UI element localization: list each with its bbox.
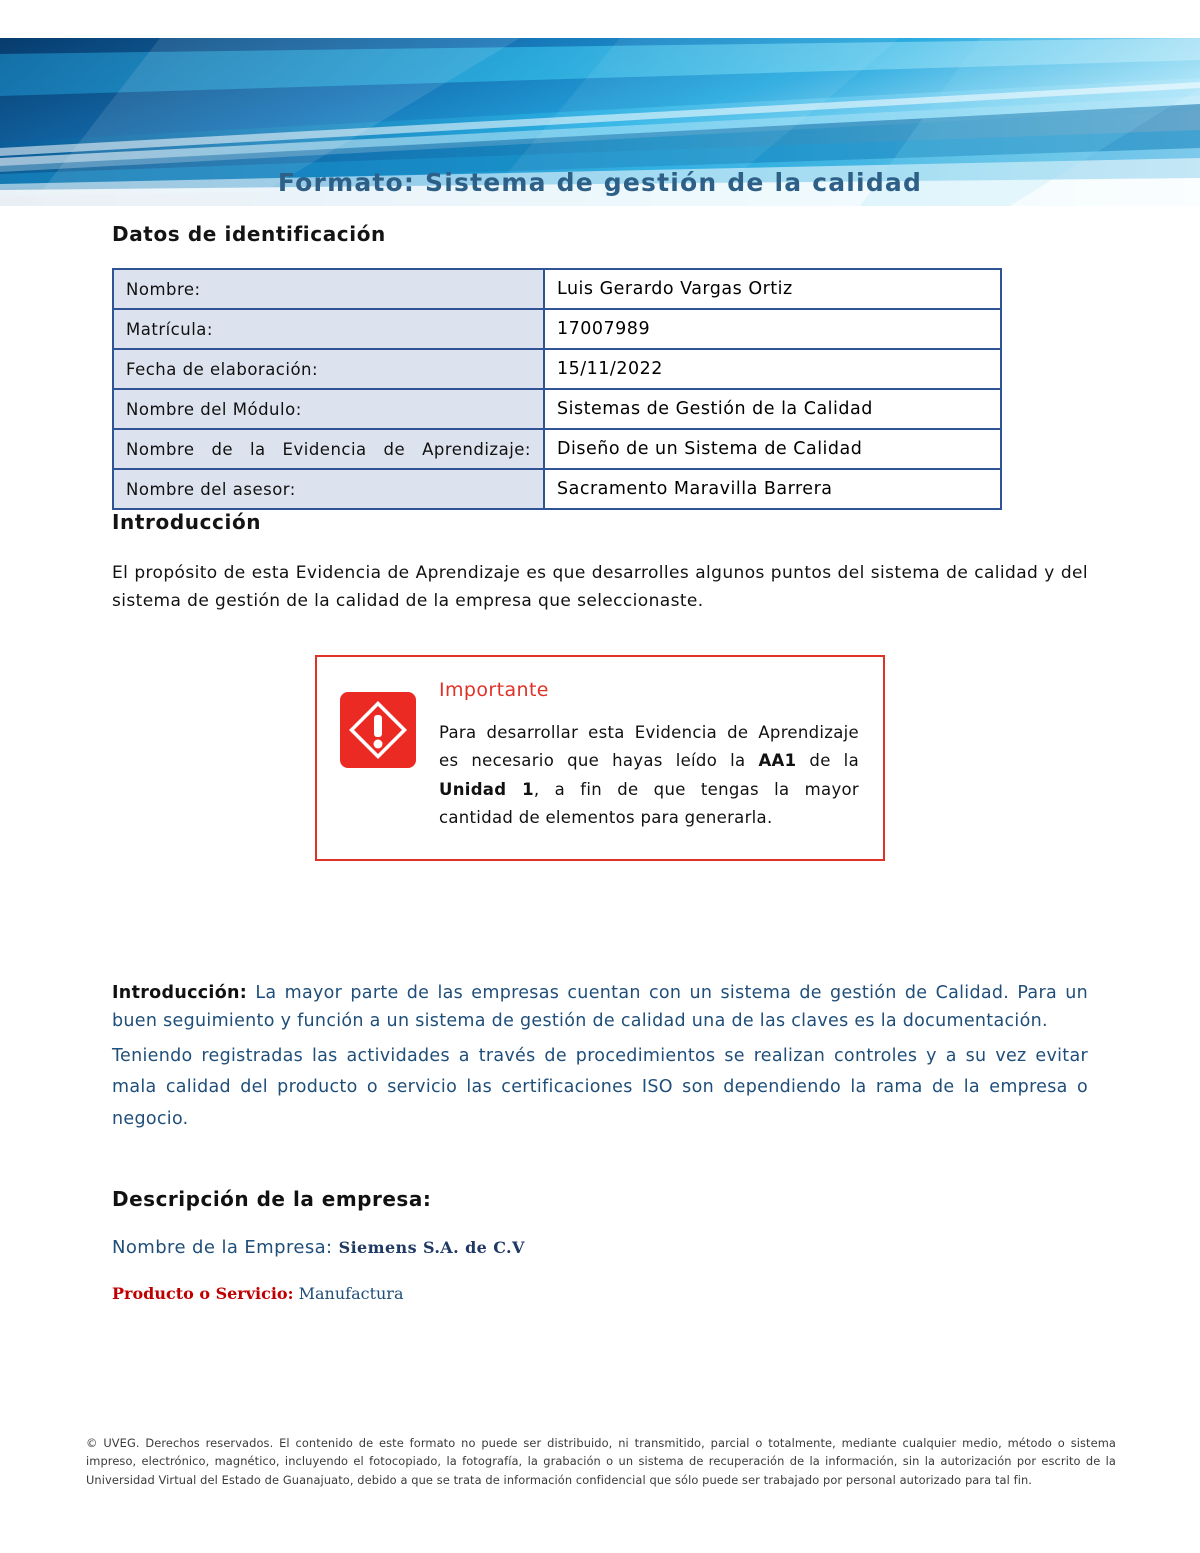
document-body — [112, 222, 1088, 1303]
important-callout — [112, 655, 1088, 861]
important-title: Importante — [439, 679, 549, 702]
table-row — [113, 389, 1001, 429]
footer-copyright: © UVEG. Derechos reservados. El contenido de este formato no puede ser distribuido, ni transmitido, parcial o totalmente, mediante cualquier medio, método o sistema impreso, electrónico, magnético, incluyendo el fotocopiado, la fotografía, la grabación o un sistema de recuperación de la información, sin la autorización por escrito de la Universidad Virtual del Estado de Guanajuato, debido a que se trata de información confidencial que sólo puede ser trabajado por personal autorizado para tal fin. — [86, 1436, 1116, 1487]
important-bold-aa1: AA1 — [758, 751, 797, 771]
row-value: Diseño de un Sistema de Calidad — [544, 429, 1001, 469]
table-row — [113, 309, 1001, 349]
company-name-value: Siemens S.A. de C.V — [338, 1237, 525, 1257]
row-label: Nombre: — [113, 269, 544, 309]
narrative-paragraph-1 — [112, 979, 1088, 1036]
row-label: Fecha de elaboración: — [113, 349, 544, 389]
important-text — [439, 719, 859, 833]
row-label: Matrícula: — [113, 309, 544, 349]
row-value: 17007989 — [544, 309, 1001, 349]
company-name-line — [112, 1237, 1088, 1258]
identification-table — [112, 268, 1002, 510]
company-product-line — [112, 1284, 1088, 1303]
row-label: Nombre del Módulo: — [113, 389, 544, 429]
table-row — [113, 429, 1001, 469]
narrative-paragraph-2: Teniendo registradas las actividades a través de procedimientos se realizan controles y a su vez evitar mala calidad del producto o servicio las certificaciones ISO son dependiendo la rama de la empresa o negocio. — [112, 1046, 1088, 1129]
warning-exclamation-icon — [339, 691, 417, 769]
row-value: Sacramento Maravilla Barrera — [544, 469, 1001, 509]
table-row — [113, 349, 1001, 389]
important-text-part1: Para desarrollar esta Evidencia de Aprendizaje es necesario que hayas leído la — [439, 723, 859, 771]
important-text-part2: de la — [796, 751, 859, 771]
page-title: Formato: Sistema de gestión de la calidad — [277, 168, 923, 197]
narrative-text-1: La mayor parte de las empresas cuentan con un sistema de gestión de Calidad. Para un buen seguimiento y función a un sistema de gestión de calidad una de las claves es la documentación. — [112, 982, 1088, 1031]
identification-heading: Datos de identificación — [112, 222, 386, 246]
company-product-label: Producto o Servicio: — [112, 1283, 294, 1303]
row-value: 15/11/2022 — [544, 349, 1001, 389]
important-bold-unidad: Unidad 1 — [439, 779, 534, 799]
row-value: Luis Gerardo Vargas Ortiz — [544, 269, 1001, 309]
row-value: Sistemas de Gestión de la Calidad — [544, 389, 1001, 429]
narrative-block — [112, 979, 1088, 1135]
company-heading: Descripción de la empresa: — [112, 1186, 432, 1211]
important-text-part3: , a fin de que tengas la mayor cantidad de elementos para generarla. — [439, 779, 859, 828]
table-row — [113, 269, 1001, 309]
narrative-label: Introducción: — [112, 982, 248, 1003]
introduction-paragraph: El propósito de esta Evidencia de Aprendizaje es que desarrolles algunos puntos del sistema de calidad y del sistema de gestión de la calidad de la empresa que seleccionaste. — [112, 563, 1088, 611]
introduction-heading: Introducción — [112, 510, 262, 534]
company-product-value: Manufactura — [298, 1283, 404, 1303]
row-label: Nombre de la Evidencia de Aprendizaje: — [113, 429, 544, 469]
row-label: Nombre del asesor: — [113, 469, 544, 509]
company-name-label: Nombre de la Empresa: — [112, 1236, 333, 1258]
table-row — [113, 469, 1001, 509]
